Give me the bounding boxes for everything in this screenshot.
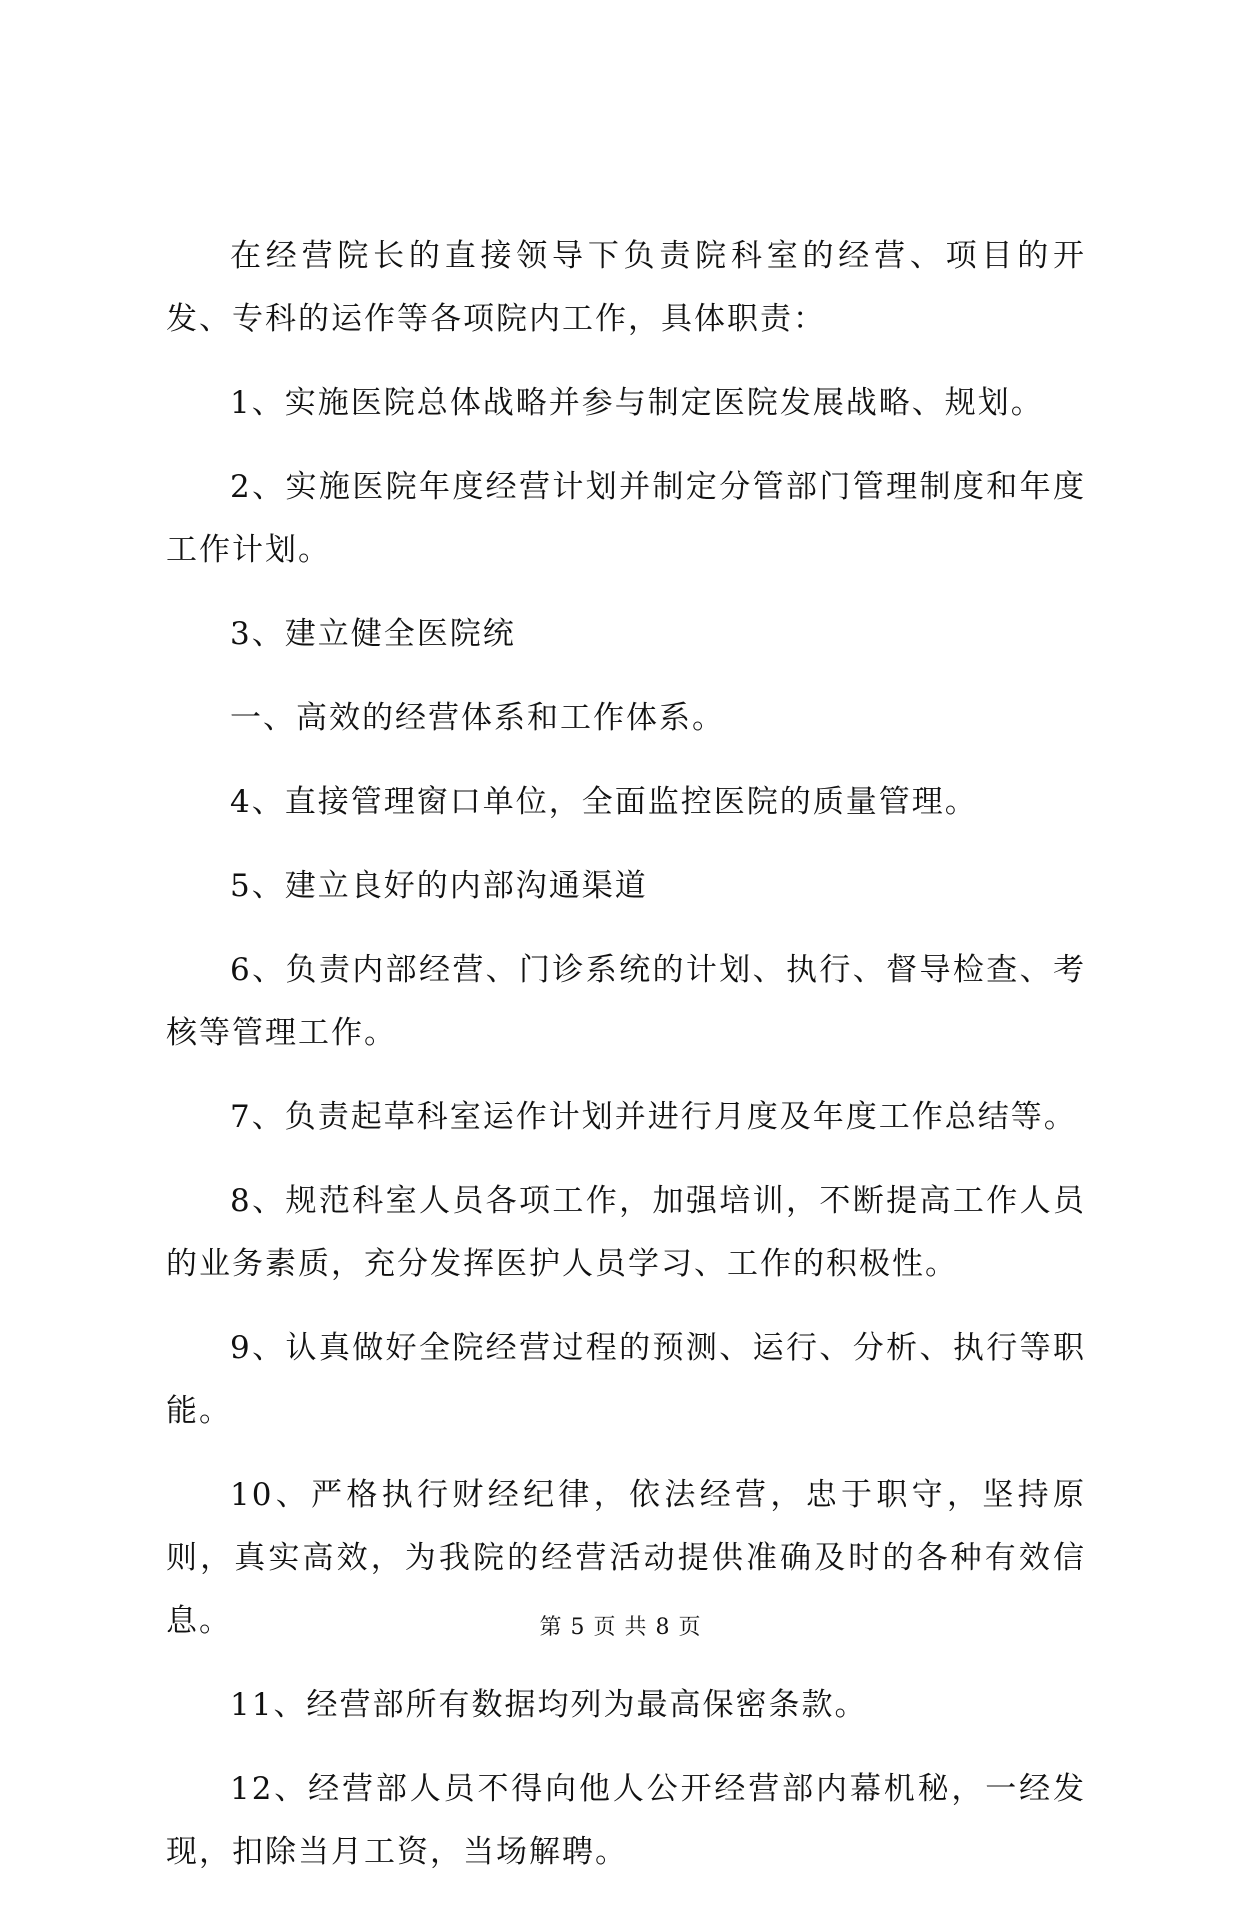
paragraph-item-5: 5、建立良好的内部沟通渠道 [230,868,648,904]
paragraph-item-4: 4、直接管理窗口单位，全面监控医院的质量管理。 [230,784,978,820]
paragraph-item-9: 9、认真做好全院经营过程的预测、运行、分析、执行等职能。 [166,1330,1086,1429]
paragraph-item-3-continued: 一、高效的经营体系和工作体系。 [230,700,725,736]
paragraph-item-6: 6、负责内部经营、门诊系统的计划、执行、督导检查、考核等管理工作。 [166,952,1086,1051]
paragraph-item-1: 1、实施医院总体战略并参与制定医院发展战略、规划。 [230,385,1044,421]
page-number-footer: 第 5 页 共 8 页 [539,1615,702,1640]
paragraph-intro: 在经营院长的直接领导下负责院科室的经营、项目的开发、专科的运作等各项院内工作，具体职责： [166,238,1086,337]
paragraph-item-8: 8、规范科室人员各项工作，加强培训，不断提高工作人员的业务素质，充分发挥医护人员学习、工作的积极性。 [166,1183,1086,1282]
document-body [166,225,1086,1905]
paragraph-item-10: 10、严格执行财经纪律，依法经营，忠于职守，坚持原则，真实高效，为我院的经营活动提供准确及时的各种有效信息。 [166,1477,1086,1639]
paragraph-item-2: 2、实施医院年度经营计划并制定分管部门管理制度和年度工作计划。 [166,469,1086,568]
paragraph-item-12: 12、经营部人员不得向他人公开经营部内幕机秘，一经发现，扣除当月工资，当场解聘。 [166,1771,1086,1870]
paragraph-item-3: 3、建立健全医院统 [230,616,516,652]
paragraph-item-11: 11、经营部所有数据均列为最高保密条款。 [230,1687,868,1723]
paragraph-item-7: 7、负责起草科室运作计划并进行月度及年度工作总结等。 [230,1099,1077,1135]
